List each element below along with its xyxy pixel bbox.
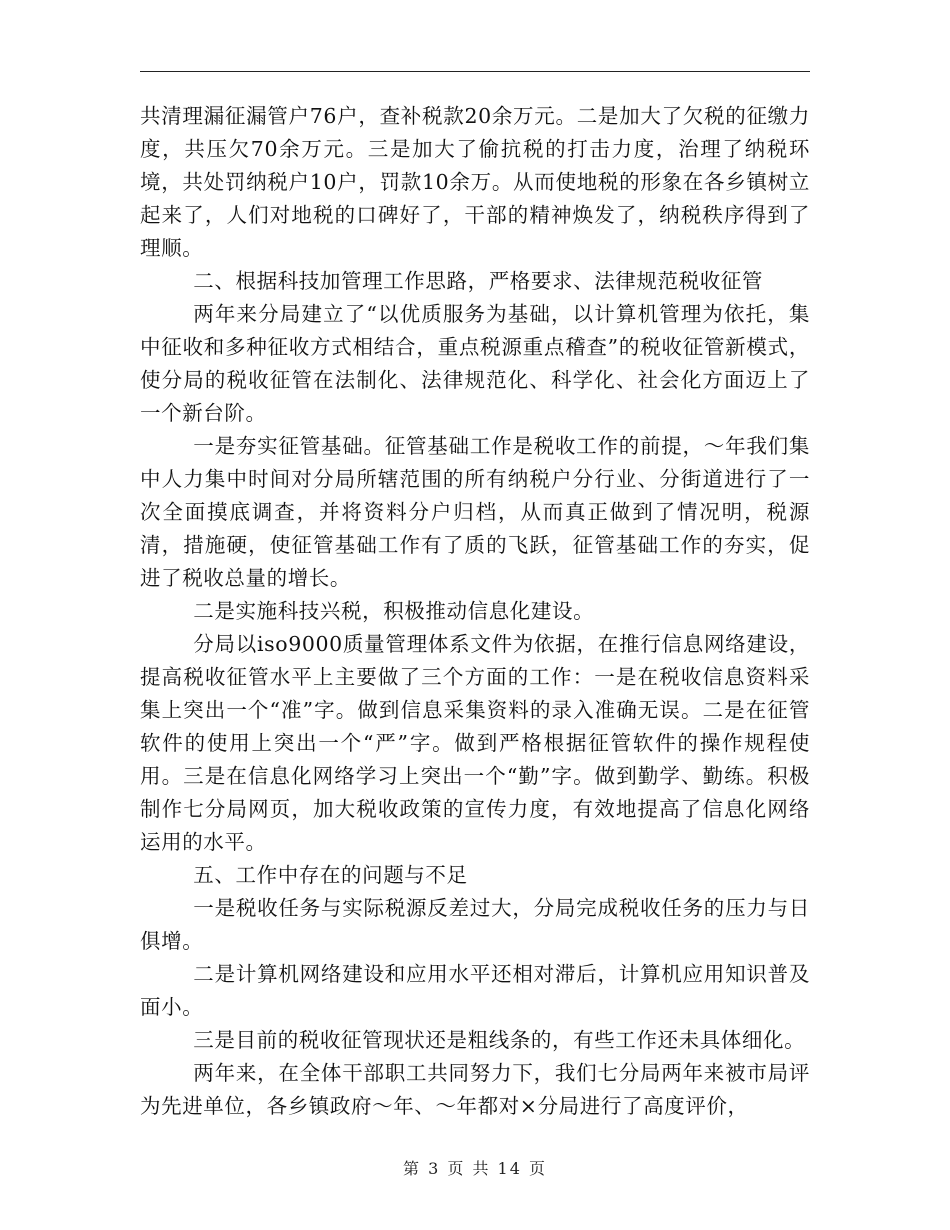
page-number-footer: 第 3 页 共 14 页 <box>403 1159 547 1178</box>
paragraph: 分局以iso9000质量管理体系文件为依据，在推行信息网络建设，提高税收征管水平上主要做了三个方面的工作：一是在税收信息资料采集上突出一个“准”字。做到信息采集资料的录入准确无误。二是在征管软件的使用上突出一个“严”字。做到严格根据征管软件的操作规程使用。三是在信息化网络学习上突出一个“勤”字。做到勤学、勤练。积极制作七分局网页，加大税收政策的宣传力度，有效地提高了信息化网络运用的水平。 <box>140 632 810 854</box>
paragraph: 共清理漏征漏管户76户，查补税款20余万元。二是加大了欠税的征缴力度，共压欠70余万元。三是加大了偷抗税的打击力度，治理了纳税环境，共处罚纳税户10户，罚款10余万。从而使地税的形象在各乡镇树立起来了，人们对地税的口碑好了，干部的精神焕发了，纳税秩序得到了理顺。 <box>140 104 810 260</box>
section-heading: 二、根据科技加管理工作思路，严格要求、法律规范税收征管 <box>193 269 763 293</box>
section-heading: 五、工作中存在的问题与不足 <box>193 863 468 887</box>
paragraph: 二是计算机网络建设和应用水平还相对滞后，计算机应用知识普及面小。 <box>140 962 810 1019</box>
header-rule <box>140 71 810 72</box>
paragraph: 一是夯实征管基础。征管基础工作是税收工作的前提，～年我们集中人力集中时间对分局所辖范围的所有纳税户分行业、分街道进行了一次全面摸底调查，并将资料分户归档，从而真正做到了情况明，税源清，措施硬，使征管基础工作有了质的飞跃，征管基础工作的夯实，促进了税收总量的增长。 <box>140 434 810 590</box>
paragraph: 一是税收任务与实际税源反差过大，分局完成税收任务的压力与日俱增。 <box>140 896 810 953</box>
paragraph: 两年来分局建立了“以优质服务为基础，以计算机管理为依托，集中征收和多种征收方式相结合，重点税源重点稽查”的税收征管新模式，使分局的税收征管在法制化、法律规范化、科学化、社会化方面迈上了一个新台阶。 <box>140 302 810 425</box>
document-body <box>140 100 810 1123</box>
paragraph: 两年来，在全体干部职工共同努力下，我们七分局两年来被市局评为先进单位，各乡镇政府～年、～年都对×分局进行了高度评价， <box>140 1061 810 1118</box>
paragraph: 三是目前的税收征管现状还是粗线条的，有些工作还未具体细化。 <box>193 1028 806 1052</box>
paragraph: 二是实施科技兴税，积极推动信息化建设。 <box>193 599 595 623</box>
